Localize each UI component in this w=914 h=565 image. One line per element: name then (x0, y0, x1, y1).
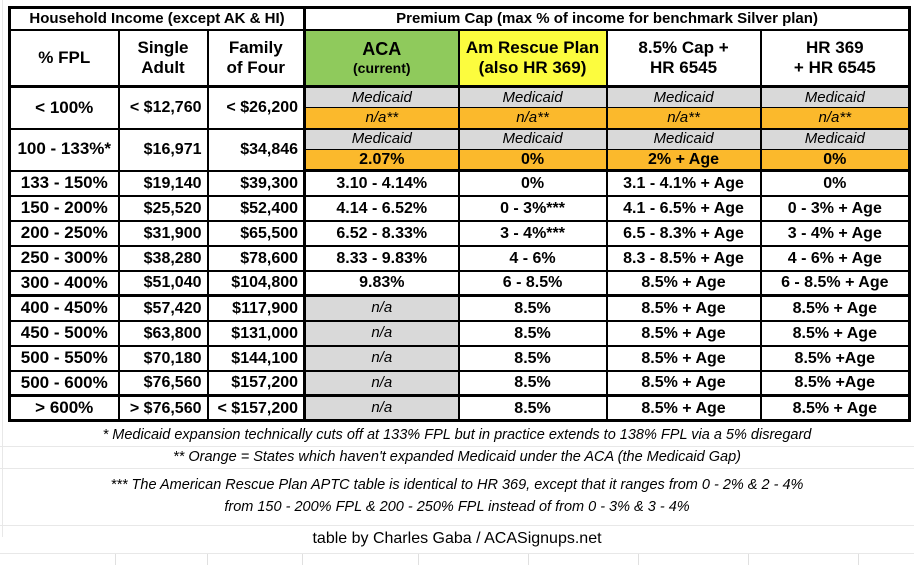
arp-value-cell: 8.5% (459, 321, 607, 346)
family-cell: $117,900 (208, 296, 305, 321)
column-header-row (10, 30, 910, 87)
aca-na-cell: n/a (305, 371, 459, 396)
family-cell: < $157,200 (208, 396, 305, 421)
fpl-cell: < 100% (10, 87, 119, 129)
family-cell: $78,600 (208, 246, 305, 271)
aca-na-cell: n/a (305, 321, 459, 346)
cap-gap-cell: n/a** (607, 108, 761, 129)
fpl-cell: > 600% (10, 396, 119, 421)
arp-value-cell: 4 - 6% (459, 246, 607, 271)
hr-medicaid-cell: Medicaid (761, 87, 910, 108)
single-adult-cell: $63,800 (119, 321, 208, 346)
single-adult-cell: $38,280 (119, 246, 208, 271)
spreadsheet-gridline-ticks (0, 554, 914, 565)
single-adult-cell: > $76,560 (119, 396, 208, 421)
aca-value-cell: 3.10 - 4.14% (305, 171, 459, 196)
hr-value-cell: 8.5% + Age (761, 296, 910, 321)
row-500-600 (10, 371, 910, 396)
hr-value-cell: 0 - 3% + Age (761, 196, 910, 221)
grid-tick (115, 554, 116, 565)
row-500-550 (10, 346, 910, 371)
cap-medicaid-cell: Medicaid (607, 129, 761, 150)
hr-value-cell: 8.5% +Age (761, 371, 910, 396)
arp-medicaid-cell: Medicaid (459, 87, 607, 108)
hr-gap-cell: n/a** (761, 108, 910, 129)
hr-value-cell: 0% (761, 150, 910, 171)
row-200-250 (10, 221, 910, 246)
single-adult-line2: Adult (141, 57, 185, 77)
fpl-column-header: % FPL (10, 30, 119, 87)
cap-value-cell: 8.5% + Age (607, 271, 761, 296)
footnotes-section (0, 425, 914, 565)
row-450-500 (10, 321, 910, 346)
grid-tick (418, 554, 419, 565)
single-adult-cell: $57,420 (119, 296, 208, 321)
grid-tick (302, 554, 303, 565)
arp-value-cell: 0 - 3%*** (459, 196, 607, 221)
family-of-four-column-header (208, 30, 305, 87)
hr-value-cell: 0% (761, 171, 910, 196)
single-adult-cell: < $12,760 (119, 87, 208, 129)
footnote-arp-detail (0, 469, 914, 526)
arp-value-cell: 0% (459, 150, 607, 171)
family-cell: $144,100 (208, 346, 305, 371)
cap-line2: HR 6545 (649, 57, 718, 77)
footnote-arp-line2: from 150 - 200% FPL & 200 - 250% FPL instead of from 0 - 3% & 3 - 4% (224, 499, 690, 516)
single-adult-cell: $76,560 (119, 371, 208, 396)
fpl-cell: 400 - 450% (10, 296, 119, 321)
single-adult-cell: $16,971 (119, 129, 208, 171)
row-100-133-medicaid (10, 129, 910, 150)
hr-value-cell: 8.5% + Age (761, 321, 910, 346)
arp-line2: (also HR 369) (478, 57, 587, 77)
aca-medicaid-cell: Medicaid (305, 87, 459, 108)
cap-value-cell: 8.5% + Age (607, 346, 761, 371)
cap-value-cell: 8.5% + Age (607, 371, 761, 396)
arp-value-cell: 0% (459, 171, 607, 196)
fpl-cell: 250 - 300% (10, 246, 119, 271)
arp-value-cell: 6 - 8.5% (459, 271, 607, 296)
aca-value-cell: 8.33 - 9.83% (305, 246, 459, 271)
cap-line1: 8.5% Cap + (638, 37, 729, 57)
hr369-hr6545-column-header (761, 30, 910, 87)
cap-value-cell: 8.3 - 8.5% + Age (607, 246, 761, 271)
group-header-row (10, 8, 910, 30)
single-adult-cell: $51,040 (119, 271, 208, 296)
single-adult-cell: $25,520 (119, 196, 208, 221)
cap-value-cell: 8.5% + Age (607, 396, 761, 421)
row-under-100-medicaid (10, 87, 910, 108)
hr-value-cell: 4 - 6% + Age (761, 246, 910, 271)
arp-value-cell: 8.5% (459, 396, 607, 421)
cap-value-cell: 8.5% + Age (607, 296, 761, 321)
grid-tick (207, 554, 208, 565)
arp-value-cell: 3 - 4%*** (459, 221, 607, 246)
aca-value-cell: 6.52 - 8.33% (305, 221, 459, 246)
aca-value-cell: 4.14 - 6.52% (305, 196, 459, 221)
hr-line1: HR 369 (805, 37, 864, 57)
row-over-600 (10, 396, 910, 421)
family-cell: $157,200 (208, 371, 305, 396)
aca-value-cell: 9.83% (305, 271, 459, 296)
single-adult-cell: $70,180 (119, 346, 208, 371)
aptc-premium-cap-table (8, 6, 911, 422)
family-cell: $39,300 (208, 171, 305, 196)
family-cell: $52,400 (208, 196, 305, 221)
family-cell: $34,846 (208, 129, 305, 171)
fpl-cell: 500 - 600% (10, 371, 119, 396)
aca-na-cell: n/a (305, 346, 459, 371)
fpl-cell: 150 - 200% (10, 196, 119, 221)
row-250-300 (10, 246, 910, 271)
aca-column-header (305, 30, 459, 87)
grid-tick (638, 554, 639, 565)
family-line2: of Four (226, 57, 286, 77)
grid-tick (748, 554, 749, 565)
fpl-cell: 450 - 500% (10, 321, 119, 346)
footnote-arp-line1: *** The American Rescue Plan APTC table is identical to HR 369, except that it ranges from 0 - 2% & 2 - 4% (110, 477, 804, 493)
family-cell: $131,000 (208, 321, 305, 346)
hr-line2: + HR 6545 (793, 57, 876, 77)
single-adult-column-header (119, 30, 208, 87)
cap-value-cell: 2% + Age (607, 150, 761, 171)
arp-value-cell: 8.5% (459, 296, 607, 321)
aca-medicaid-cell: Medicaid (305, 129, 459, 150)
cap-hr6545-column-header (607, 30, 761, 87)
cap-medicaid-cell: Medicaid (607, 87, 761, 108)
footnote-medicaid-expansion: * Medicaid expansion technically cuts off at 133% FPL but in practice extends to 138% FPL via a 5% disregard (0, 425, 914, 447)
row-133-150 (10, 171, 910, 196)
single-adult-cell: $31,900 (119, 221, 208, 246)
hr-value-cell: 8.5% + Age (761, 396, 910, 421)
premium-cap-group-header: Premium Cap (max % of income for benchmark Silver plan) (305, 8, 910, 30)
grid-tick (528, 554, 529, 565)
fpl-cell: 200 - 250% (10, 221, 119, 246)
family-cell: $104,800 (208, 271, 305, 296)
aca-na-cell: n/a (305, 296, 459, 321)
aca-line1: ACA (362, 38, 402, 59)
fpl-cell: 300 - 400% (10, 271, 119, 296)
family-cell: $65,500 (208, 221, 305, 246)
hr-value-cell: 8.5% +Age (761, 346, 910, 371)
household-income-group-header: Household Income (except AK & HI) (10, 8, 305, 30)
aca-gap-cell: n/a** (305, 108, 459, 129)
footnote-orange-legend: ** Orange = States which haven't expanded Medicaid under the ACA (the Medicaid Gap) (0, 447, 914, 469)
cap-value-cell: 6.5 - 8.3% + Age (607, 221, 761, 246)
table-credit: table by Charles Gaba / ACASignups.net (0, 526, 914, 554)
fpl-cell: 133 - 150% (10, 171, 119, 196)
cap-value-cell: 4.1 - 6.5% + Age (607, 196, 761, 221)
aca-value-cell: 2.07% (305, 150, 459, 171)
grid-tick (858, 554, 859, 565)
cap-value-cell: 3.1 - 4.1% + Age (607, 171, 761, 196)
family-cell: < $26,200 (208, 87, 305, 129)
hr-value-cell: 6 - 8.5% + Age (761, 271, 910, 296)
row-300-400 (10, 271, 910, 296)
am-rescue-plan-column-header (459, 30, 607, 87)
arp-value-cell: 8.5% (459, 346, 607, 371)
aca-line2: (current) (353, 60, 411, 77)
arp-medicaid-cell: Medicaid (459, 129, 607, 150)
arp-gap-cell: n/a** (459, 108, 607, 129)
cap-value-cell: 8.5% + Age (607, 321, 761, 346)
hr-medicaid-cell: Medicaid (761, 129, 910, 150)
single-adult-line1: Single (137, 37, 189, 57)
aca-na-cell: n/a (305, 396, 459, 421)
arp-line1: Am Rescue Plan (465, 37, 600, 57)
arp-value-cell: 8.5% (459, 371, 607, 396)
fpl-cell: 500 - 550% (10, 346, 119, 371)
family-line1: Family (228, 37, 283, 57)
hr-value-cell: 3 - 4% + Age (761, 221, 910, 246)
row-400-450 (10, 296, 910, 321)
fpl-cell: 100 - 133%* (10, 129, 119, 171)
row-150-200 (10, 196, 910, 221)
single-adult-cell: $19,140 (119, 171, 208, 196)
